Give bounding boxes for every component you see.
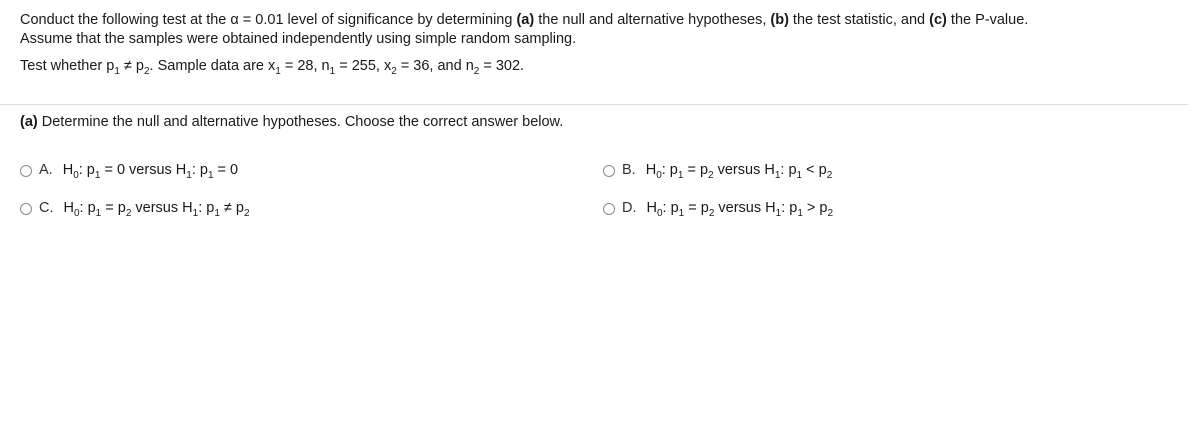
answer-option-d[interactable] <box>603 199 833 218</box>
option-hypotheses <box>647 199 834 218</box>
subscript: 1 <box>677 170 684 181</box>
test-text: = 255, x <box>335 58 392 74</box>
h0-relation: : p <box>79 200 96 216</box>
part-c-tag: (c) <box>929 12 947 28</box>
subscript: 2 <box>243 208 250 219</box>
instructions-text: the null and alternative hypotheses, <box>534 12 771 28</box>
h1-symbol: H <box>182 200 193 216</box>
instructions-text: Conduct the following test at the <box>20 12 231 28</box>
subscript: 2 <box>143 66 150 77</box>
option-letter: C. <box>39 200 54 216</box>
subscript: 1 <box>192 208 199 219</box>
h1-relation: : p <box>191 162 208 178</box>
subscript: 2 <box>708 170 714 181</box>
h0-relation: : p <box>661 162 678 178</box>
subscript: 2 <box>473 66 480 77</box>
versus-text: versus <box>714 200 766 216</box>
test-text: . Sample data are x <box>149 58 276 74</box>
versus-text: versus <box>125 162 176 178</box>
h0-rhs: = p <box>101 200 126 216</box>
option-letter: A. <box>39 162 53 178</box>
option-hypotheses <box>64 199 250 218</box>
subscript: 2 <box>826 170 833 181</box>
subscript: 2 <box>125 208 132 219</box>
h1-symbol: H <box>764 162 775 178</box>
subscript: 1 <box>186 170 192 181</box>
subscript: 0 <box>73 208 80 219</box>
subscript: 1 <box>797 208 803 219</box>
part-b-tag: (b) <box>770 12 789 28</box>
h0-rhs: = p <box>684 200 709 216</box>
subscript: 1 <box>775 208 782 219</box>
h0-rhs: = p <box>683 162 709 178</box>
subscript: 1 <box>94 170 101 181</box>
part-a-label: (a) <box>20 114 38 130</box>
instructions-text: the test statistic, and <box>788 12 930 28</box>
answer-option-c[interactable] <box>20 199 250 218</box>
test-text: ≠ <box>119 58 136 74</box>
option-hypotheses <box>63 161 238 180</box>
h1-rhs: > p <box>802 200 828 216</box>
subscript: 2 <box>827 208 834 219</box>
h0-symbol: H <box>63 200 74 216</box>
option-hypotheses <box>646 161 833 180</box>
h0-relation: : p <box>662 200 679 216</box>
test-text: = 302. <box>479 58 525 74</box>
part-a-heading <box>20 113 563 132</box>
h1-rhs: < p <box>802 162 827 178</box>
answer-option-a[interactable] <box>20 161 238 180</box>
h1-symbol: H <box>175 162 187 178</box>
h1-rhs: ≠ p <box>219 200 244 216</box>
h1-symbol: H <box>765 200 776 216</box>
radio-button-icon[interactable] <box>603 165 615 177</box>
subscript: 1 <box>95 208 102 219</box>
subscript: 1 <box>796 170 803 181</box>
versus-text: versus <box>713 162 765 178</box>
instructions-line-2: Assume that the samples were obtained independently using simple random sampling. <box>20 31 577 47</box>
radio-button-icon[interactable] <box>603 203 615 215</box>
h1-relation: : p <box>780 162 797 178</box>
section-divider <box>0 104 1188 105</box>
option-letter: B. <box>622 162 636 178</box>
subscript: 1 <box>275 66 281 77</box>
h0-symbol: H <box>62 162 74 178</box>
instructions-text: the P-value. <box>946 12 1029 28</box>
subscript: 1 <box>214 208 220 219</box>
test-statement <box>20 57 1185 76</box>
radio-button-icon[interactable] <box>20 165 32 177</box>
h0-symbol: H <box>645 162 657 178</box>
subscript: 2 <box>708 208 715 219</box>
test-text: = 28, n <box>280 58 330 74</box>
part-a-tag: (a) <box>516 12 535 28</box>
test-text: Test whether p <box>20 58 115 74</box>
h1-relation: : p <box>198 200 215 216</box>
h1-rhs: = 0 <box>213 162 239 178</box>
test-text: p <box>135 58 144 74</box>
subscript: 1 <box>329 66 336 77</box>
subscript: 1 <box>114 66 120 77</box>
h0-rhs: = 0 <box>100 162 126 178</box>
question-instructions <box>20 11 1185 76</box>
subscript: 0 <box>656 208 663 219</box>
subscript: 1 <box>207 170 214 181</box>
subscript: 0 <box>73 170 79 181</box>
h1-relation: : p <box>781 200 798 216</box>
instructions-line-1 <box>20 11 1185 30</box>
h0-relation: : p <box>78 162 95 178</box>
answer-option-b[interactable] <box>603 161 832 180</box>
part-a-text: Determine the null and alternative hypotheses. Choose the correct answer below. <box>37 114 564 130</box>
subscript: 0 <box>656 170 662 181</box>
test-text: = 36, and n <box>396 58 474 74</box>
instructions-text: level of significance by determining <box>283 12 517 28</box>
h0-symbol: H <box>646 200 657 216</box>
alpha-expression: α = 0.01 <box>230 12 284 28</box>
option-letter: D. <box>622 200 637 216</box>
radio-button-icon[interactable] <box>20 203 32 215</box>
versus-text: versus <box>131 200 183 216</box>
subscript: 1 <box>678 208 685 219</box>
subscript: 2 <box>391 66 397 77</box>
subscript: 1 <box>774 170 781 181</box>
